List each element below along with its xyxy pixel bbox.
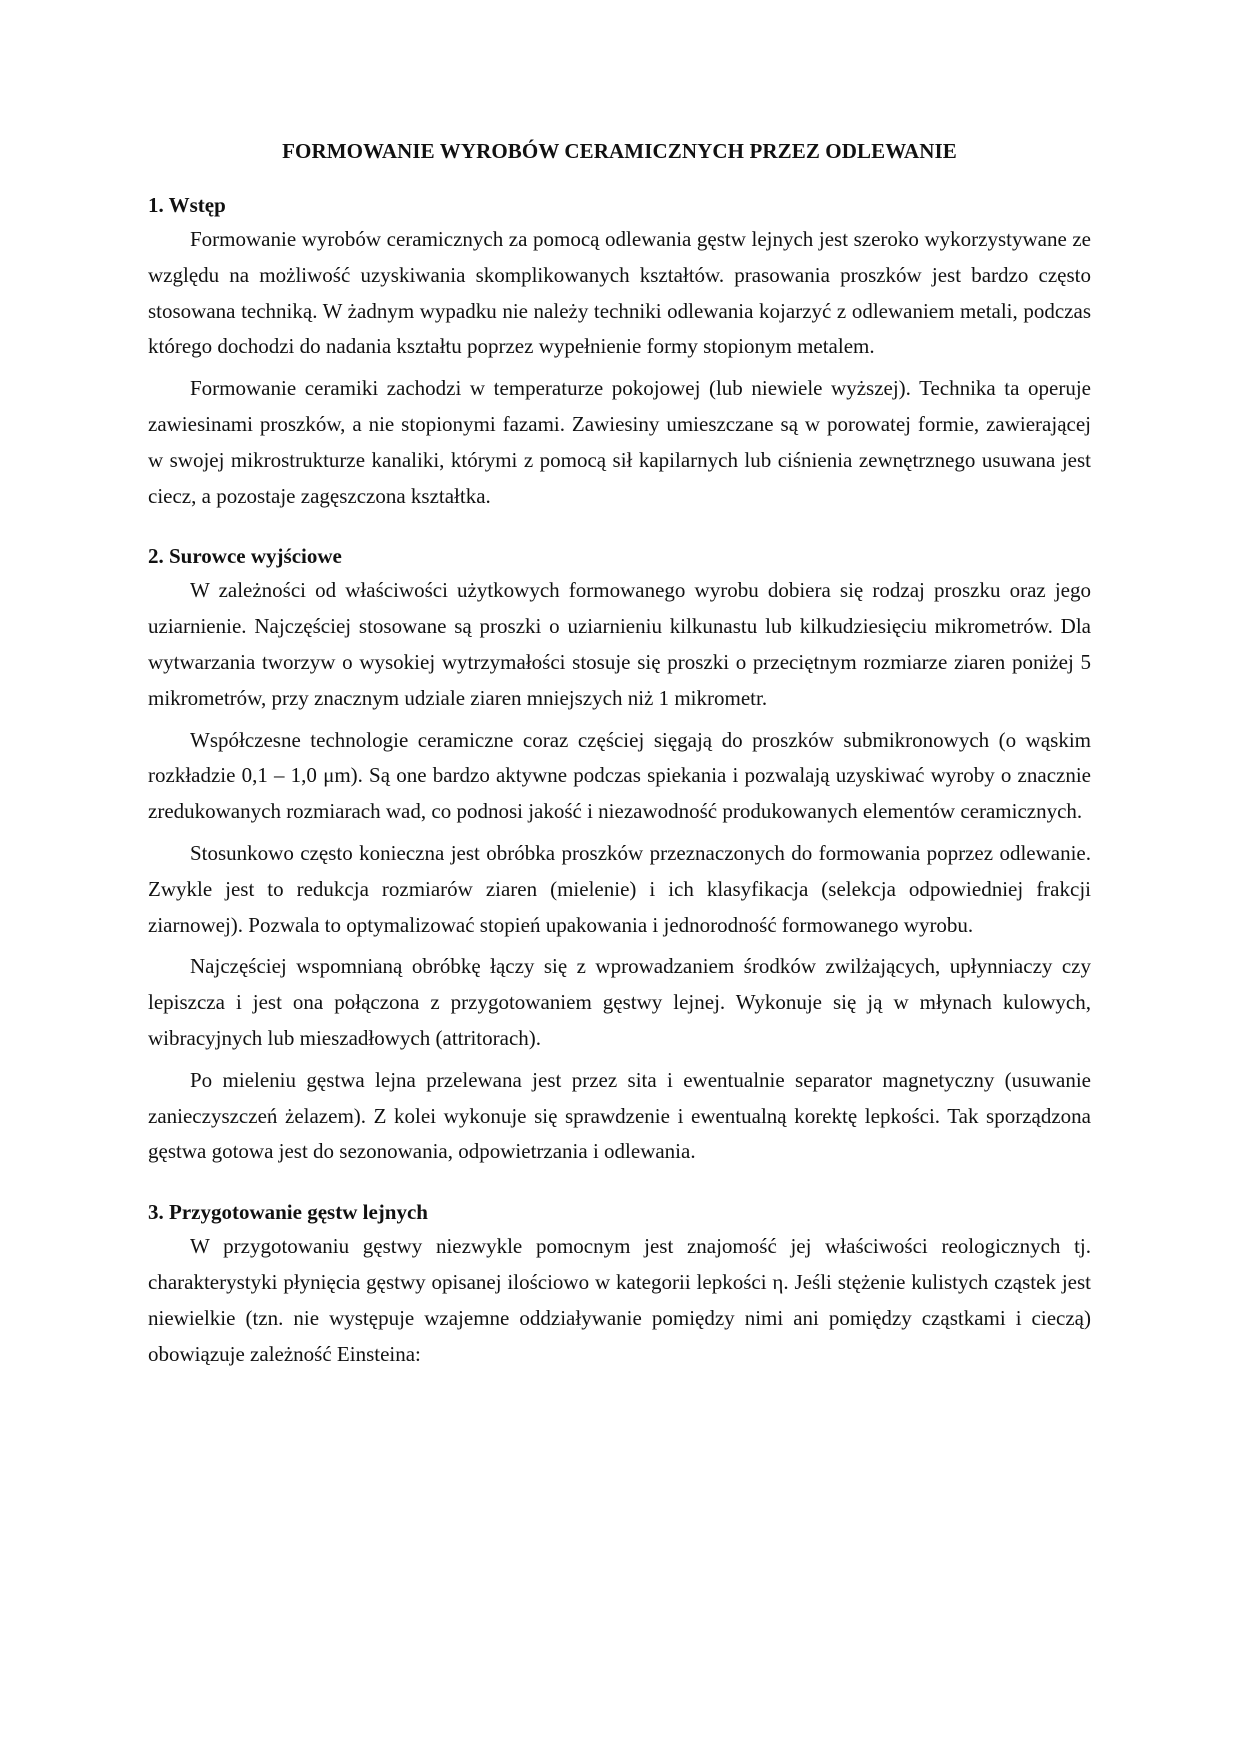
paragraph: W zależności od właściwości użytkowych formowanego wyrobu dobiera się rodzaj proszku oraz jego uziarnienie. Najczęściej stosowane są proszki o uziarnieniu kilkunastu lub kilkudziesięciu mikrometrów. Dla wytwarzania tworzyw o wysokiej wytrzymałości stosuje się proszki o przeciętnym rozmiarze ziaren poniżej 5 mikrometrów, przy znacznym udziale ziaren mniejszych niż 1 mikrometr. (148, 578, 1091, 710)
paragraph: Formowanie wyrobów ceramicznych za pomocą odlewania gęstw lejnych jest szeroko wykorzystywane ze względu na możliwość uzyskiwania skomplikowanych kształtów. prasowania proszków jest bardzo często stosowana techniką. W żadnym wypadku nie należy techniki odlewania kojarzyć z odlewaniem metali, podczas którego dochodzi do nadania kształtu poprzez wypełnienie formy stopionym metalem. (148, 227, 1091, 359)
section-przygotowanie-gestw (148, 1197, 1091, 1372)
section-surowce-wyjsciowe (148, 541, 1091, 1170)
section-wstep (148, 190, 1091, 514)
section-heading: 2. Surowce wyjściowe (148, 544, 342, 569)
paragraph: Formowanie ceramiki zachodzi w temperaturze pokojowej (lub niewiele wyższej). Technika ta operuje zawiesinami proszków, a nie stopionymi fazami. Zawiesiny umieszczane są w porowatej formie, zawierającej w swojej mikrostrukturze kanaliki, którymi z pomocą sił kapilarnych lub ciśnienia zewnętrznego usuwana jest ciecz, a pozostaje zagęszczona kształtka. (148, 376, 1091, 508)
paragraph: Najczęściej wspomnianą obróbkę łączy się z wprowadzaniem środków zwilżających, upłynniaczy czy lepiszcza i jest ona połączona z przygotowaniem gęstwy lejnej. Wykonuje się ją w młynach kulowych, wibracyjnych lub mieszadłowych (attritorach). (148, 954, 1091, 1050)
paragraph: Stosunkowo często konieczna jest obróbka proszków przeznaczonych do formowania poprzez odlewanie. Zwykle jest to redukcja rozmiarów ziaren (mielenie) i ich klasyfikacja (selekcja odpowiedniej frakcji ziarnowej). Pozwala to optymalizować stopień upakowania i jednorodność formowanego wyrobu. (148, 840, 1091, 937)
section-heading: 1. Wstęp (148, 193, 226, 217)
document-page (148, 136, 1091, 1372)
section-heading: 3. Przygotowanie gęstw lejnych (148, 1200, 428, 1225)
paragraph: W przygotowaniu gęstwy niezwykle pomocnym jest znajomość jej właściwości reologicznych tj. charakterystyki płynięcia gęstwy opisanej ilościowo w kategorii lepkości η. Jeśli stężenie kulistych cząstek jest niewielkie (tzn. nie występuje wzajemne oddziaływanie pomiędzy nimi ani pomiędzy cząstkami i cieczą) obowiązuje zależność Einsteina: (148, 1234, 1091, 1366)
paragraph: Po mieleniu gęstwa lejna przelewana jest przez sita i ewentualnie separator magnetyczny (usuwanie zanieczyszczeń żelazem). Z kolei wykonuje się sprawdzenie i ewentualną korektę lepkości. Tak sporządzona gęstwa gotowa jest do sezonowania, odpowietrzania i odlewania. (148, 1067, 1091, 1164)
document-title: FORMOWANIE WYROBÓW CERAMICZNYCH PRZEZ ODLEWANIE (282, 139, 957, 163)
paragraph: Współczesne technologie ceramiczne coraz częściej sięgają do proszków submikronowych (o wąskim rozkładzie 0,1 – 1,0 μm). Są one bardzo aktywne podczas spiekania i pozwalają uzyskiwać wyroby o znacznie zredukowanych rozmiarach wad, co podnosi jakość i niezawodność produkowanych elementów ceramicznych. (148, 727, 1091, 824)
